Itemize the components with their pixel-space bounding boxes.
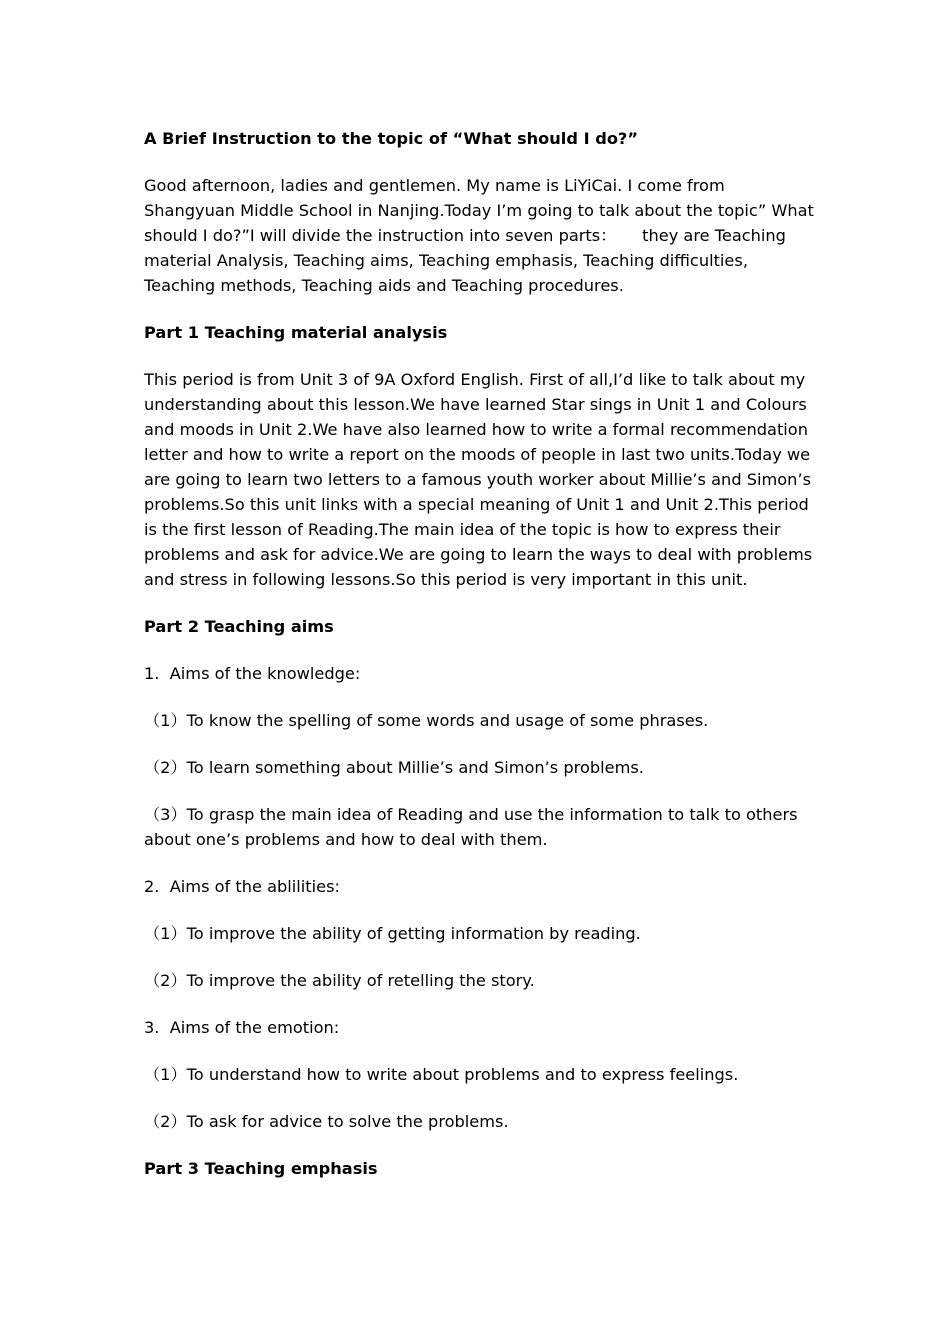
part2-heading: Part 2 Teaching aims	[144, 617, 334, 636]
document-title: A Brief Instruction to the topic of “What should I do?”	[144, 129, 638, 148]
knowledge-aim-1: （1）To know the spelling of some words and usage of some phrases.	[144, 711, 709, 730]
knowledge-aims-label: 1. Aims of the knowledge:	[144, 664, 361, 683]
ability-aim-1: （1）To improve the ability of getting information by reading.	[144, 924, 641, 943]
ability-aims-label: 2. Aims of the ablilities:	[144, 877, 340, 896]
part1-paragraph: This period is from Unit 3 of 9A Oxford English. First of all,I’d like to talk about my understanding about this lesson.We have learned Star sings in Unit 1 and Colours and moods in Unit 2.We have also learned how to write a formal recommendation letter and how to write a report on the moods of people in last two units.Today we are going to learn two letters to a famous youth worker about Millie’s and Simon’s problems.So this unit links with a special meaning of Unit 1 and Unit 2.This period is the first lesson of Reading.The main idea of the topic is how to express their problems and ask for advice.We are going to learn the ways to deal with problems and stress in following lessons.So this period is very important in this unit.	[144, 370, 813, 589]
intro-paragraph: Good afternoon, ladies and gentlemen. My name is LiYiCai. I come from Shangyuan Middle School in Nanjing.Today I’m going to talk about the topic” What should I do?”I will divide the instruction into seven parts： they are Teaching material Analysis, Teaching aims, Teaching emphasis, Teaching difficulties, Teaching methods, Teaching aids and Teaching procedures.	[144, 176, 814, 295]
ability-aim-2: （2）To improve the ability of retelling the story.	[144, 971, 535, 990]
document-page	[144, 126, 814, 1203]
emotion-aims-label: 3. Aims of the emotion:	[144, 1018, 340, 1037]
knowledge-aim-3: （3）To grasp the main idea of Reading and use the information to talk to others about one’s problems and how to deal with them.	[144, 805, 798, 849]
emotion-aim-2: （2）To ask for advice to solve the problems.	[144, 1112, 509, 1131]
part3-heading: Part 3 Teaching emphasis	[144, 1159, 378, 1178]
knowledge-aim-2: （2）To learn something about Millie’s and Simon’s problems.	[144, 758, 644, 777]
emotion-aim-1: （1）To understand how to write about problems and to express feelings.	[144, 1065, 739, 1084]
part1-heading: Part 1 Teaching material analysis	[144, 323, 448, 342]
